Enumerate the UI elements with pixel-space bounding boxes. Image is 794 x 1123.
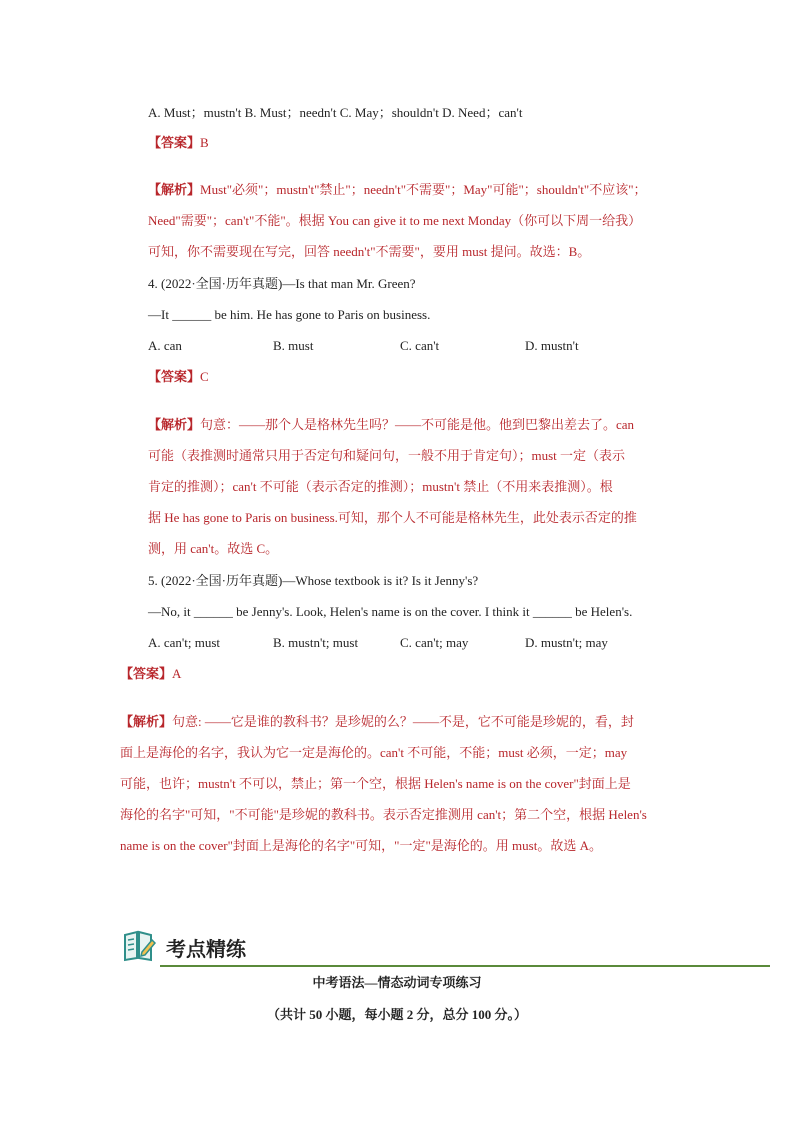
q4-option-c: C. can't: [400, 338, 440, 353]
q4-answer: [148, 368, 209, 386]
q5-option-c: C. can't; may: [400, 635, 469, 650]
analysis-text: 句意：——那个人是格林先生吗？——不可能是他。他到巴黎出差去了。can: [200, 417, 635, 432]
q5-analysis-line-2: 面上是海伦的名字，我认为它一定是海伦的。can't 不可能，不能；must 必须，一定；may: [120, 745, 628, 760]
q4-stem: 4. (2022·全国·历年真题)—Is that man Mr. Green?: [148, 276, 416, 291]
q5-analysis-line-3: 可能，也许；mustn't 不可以，禁止；第一个空，根据 Helen's name is on the cover"封面上是: [120, 776, 631, 791]
q5-answer: [120, 665, 181, 683]
analysis-label: 【解析】: [120, 714, 173, 729]
q3-analysis-line-3: 可知，你不需要现在写完，回答 needn't"不需要"，要用 must 提问。故选：B。: [148, 244, 591, 259]
q4-line2: —It ______ be him. He has gone to Paris on business.: [148, 307, 431, 322]
answer-value: A: [172, 666, 182, 681]
exercise-subtitle: （共计 50 小题，每小题 2 分，总分 100 分。）: [266, 1007, 527, 1022]
q5-option-b: B. mustn't; must: [273, 635, 359, 650]
q3-answer: [148, 134, 209, 152]
q4-analysis-line-5: 测，用 can't。故选 C。: [148, 541, 279, 556]
q5-analysis-line-4: 海伦的名字"可知，"不可能"是珍妮的教科书。表示否定推测用 can't；第二个空，根据 Helen's: [120, 807, 647, 822]
q4-option-a: A. can: [148, 338, 182, 353]
q5-analysis-line-1: [120, 713, 634, 731]
analysis-text: 句意: ——它是谁的教科书？是珍妮的么？——不是，它不可能是珍妮的，看，封: [172, 714, 634, 729]
answer-label: 【答案】: [148, 135, 201, 150]
q5-option-d: D. mustn't; may: [525, 635, 608, 650]
section-title: 考点精练: [166, 937, 246, 961]
section-header: [122, 925, 770, 967]
q3-analysis-line-1: [148, 181, 647, 199]
q4-analysis-line-4: 据 He has gone to Paris on business.可知，那个人不可能是格林先生，此处表示否定的推: [148, 510, 637, 525]
answer-value: B: [200, 135, 209, 150]
answer-value: C: [200, 369, 209, 384]
q3-options: A. Must；mustn't B. Must；needn't C. May；shouldn't D. Need；can't: [148, 105, 523, 120]
section-divider: [160, 965, 770, 967]
book-pencil-icon: [122, 927, 156, 963]
q4-option-d: D. mustn't: [525, 338, 579, 353]
answer-label: 【答案】: [148, 369, 201, 384]
analysis-label: 【解析】: [148, 182, 201, 197]
q5-option-a: A. can't; must: [148, 635, 221, 650]
exercise-title: 中考语法—情态动词专项练习: [312, 975, 482, 990]
q4-analysis-line-1: [148, 416, 634, 434]
q5-analysis-line-5: name is on the cover"封面上是海伦的名字"可知，"一定"是海伦的。用 must。故选 A。: [120, 838, 602, 853]
q4-analysis-line-2: 可能（表推测时通常只用于否定句和疑问句，一般不用于肯定句）；must 一定（表示: [148, 448, 626, 463]
q5-line2: —No, it ______ be Jenny's. Look, Helen's name is on the cover. I think it ______ be Helen's.: [148, 604, 633, 619]
analysis-label: 【解析】: [148, 417, 201, 432]
q5-stem: 5. (2022·全国·历年真题)—Whose textbook is it? Is it Jenny's?: [148, 573, 479, 588]
q3-analysis-line-2: Need"需要"；can't"不能"。根据 You can give it to me next Monday（你可以下周一给我）: [148, 213, 642, 228]
q4-option-b: B. must: [273, 338, 314, 353]
q4-analysis-line-3: 肯定的推测）；can't 不可能（表示否定的推测）；mustn't 禁止（不用来表推测）。根: [148, 479, 613, 494]
analysis-text: Must"必须"；mustn't"禁止"；needn't"不需要"；May"可能"；shouldn't"不应该"；: [200, 182, 647, 197]
answer-label: 【答案】: [120, 666, 173, 681]
